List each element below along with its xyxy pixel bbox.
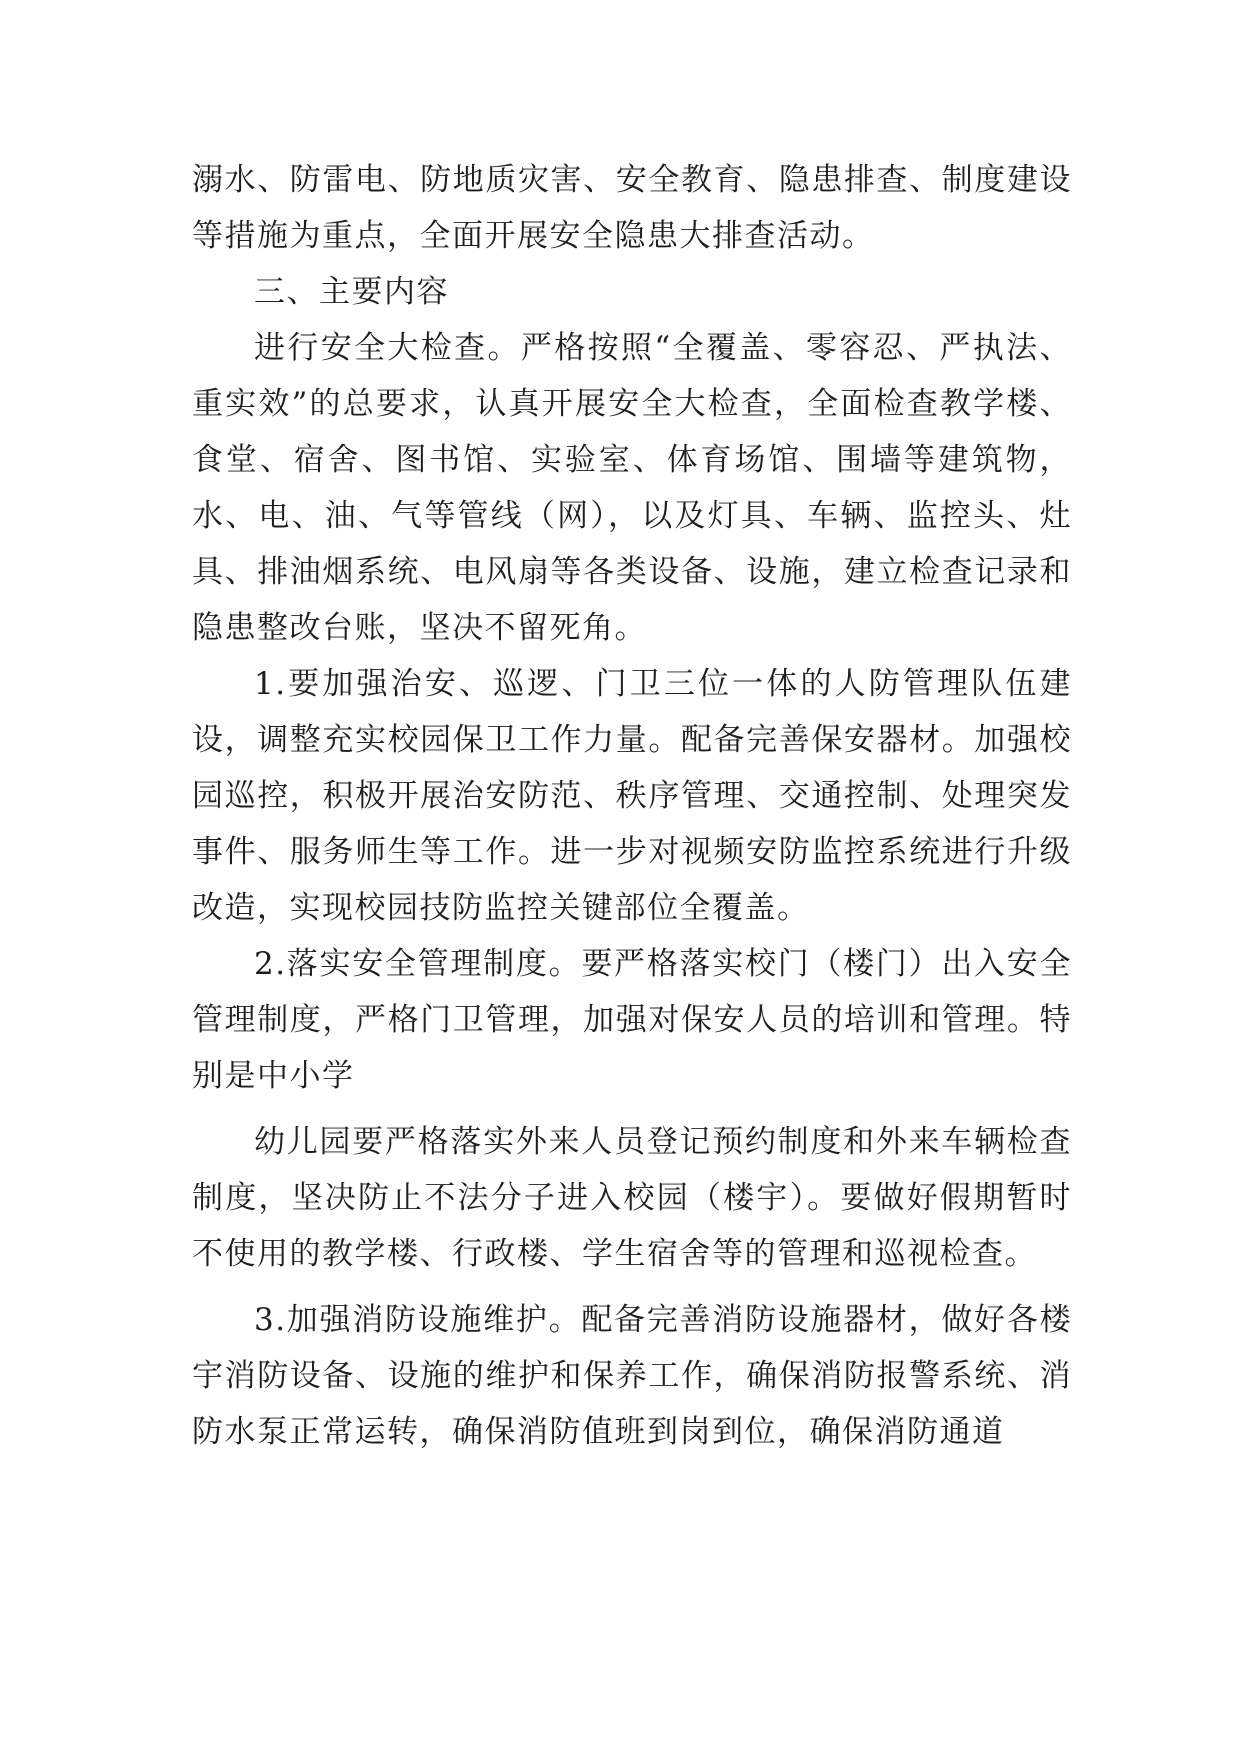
section-heading: 三、主要内容 xyxy=(254,274,449,310)
paragraph-item-2: 2.落实安全管理制度。要严格落实校门（楼门）出入安全管理制度，严格门卫管理，加强对保安人员的培训和管理。特别是中小学 xyxy=(192,946,1072,1094)
paragraph-item-1: 1.要加强治安、巡逻、门卫三位一体的人防管理队伍建设，调整充实校园保卫工作力量。配备完善保安器材。加强校园巡控，积极开展治安防范、秩序管理、交通控制、处理突发事件、服务师生等工作。进一步对视频安防监控系统进行升级改造，实现校园技防监控关键部位全覆盖。 xyxy=(192,666,1072,926)
paragraph-continued: 溺水、防雷电、防地质灾害、安全教育、隐患排查、制度建设等措施为重点，全面开展安全隐患大排查活动。 xyxy=(192,162,1072,254)
paragraph-safety-inspection: 进行安全大检查。严格按照“全覆盖、零容忍、严执法、重实效”的总要求，认真开展安全大检查，全面检查教学楼、食堂、宿舍、图书馆、实验室、体育场馆、围墙等建筑物，水、电、油、气等管线（网），以及灯具、车辆、监控头、灶具、排油烟系统、电风扇等各类设备、设施，建立检查记录和隐患整改台账，坚决不留死角。 xyxy=(192,330,1072,646)
paragraph-item-3: 3.加强消防设施维护。配备完善消防设施器材，做好各楼宇消防设备、设施的维护和保养工作，确保消防报警系统、消防水泵正常运转，确保消防值班到岗到位，确保消防通道 xyxy=(192,1302,1072,1450)
paragraph-kindergarten: 幼儿园要严格落实外来人员登记预约制度和外来车辆检查制度，坚决防止不法分子进入校园（楼宇）。要做好假期暂时不使用的教学楼、行政楼、学生宿舍等的管理和巡视检查。 xyxy=(192,1124,1072,1272)
document-body xyxy=(192,152,1072,1460)
